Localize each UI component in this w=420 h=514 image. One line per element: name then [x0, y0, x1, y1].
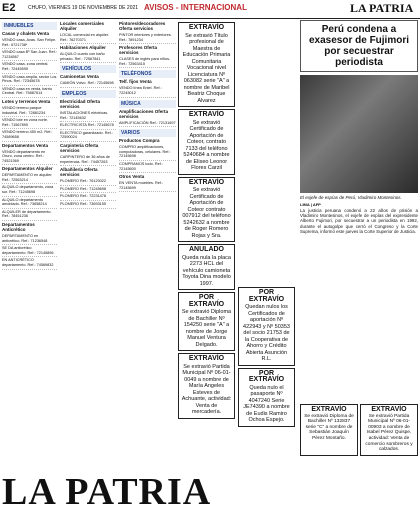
ad-item: EN VENTA muebles. Ref.: 72145699 [119, 180, 176, 192]
ad-item: LOCAL comercial en alquiler. Ref.: 76270371 [60, 32, 116, 44]
subcategory-heading: Lotes y terrenos Venta [2, 98, 51, 104]
notice-body: Quedan nulos los Certificados de aportación Nº 422943 y Nº 50353 del socio 21753 de la Cooperativa de Ahorro y Crédito Abierta Asunción R.L. [243, 304, 290, 362]
ad-item: PINTOR interiores y exteriores. Ref.: 7891234 [119, 32, 176, 44]
subcategory-heading: Habitaciones Alquiler [60, 45, 106, 51]
notice-title: POR EXTRAVÍO [248, 289, 285, 303]
notice-box [300, 404, 358, 456]
subcategory-heading: Amplificaciones Oferta servicios [119, 108, 169, 119]
dateline: CHUFO, VIERNES 19 DE NOVIEMBRE DE 2021 [28, 5, 139, 11]
notice-box [178, 353, 235, 419]
notice-body: Queda nulo el pasaporte Nº 4047240 Serie JE74390 a nombre de Eudis Ramiro Ochoa Espejo. [243, 384, 290, 423]
article-headline: Perú condena a exasesor de Fujimori por secuestrar periodista [300, 20, 418, 72]
category-heading: VEHÍCULOS [60, 65, 116, 73]
footer-logo: LA PATRIA [2, 471, 212, 513]
bottom-notices [300, 404, 418, 456]
ad-item: VENDO línea Entel. Ref.: 72245012 [119, 85, 176, 97]
classifieds-column-2 [60, 20, 116, 209]
ad-item: INSTALACIONES eléctricas. Ref.: 72145632 [60, 110, 116, 122]
subcategory-heading: Casas y chalets Venta [2, 31, 50, 36]
subcategory-heading: Locales comerciales Alquiler [60, 21, 105, 31]
notice-title: EXTRAVÍO [371, 406, 407, 413]
section-label: E2 [2, 2, 16, 14]
notice-box [238, 368, 295, 427]
notice-title: EXTRAVÍO [188, 178, 225, 186]
ad-item: ELECTRICO garantizado. Ref.: 72590024 [60, 130, 116, 142]
ad-item: COMPRAMOS todo. Ref.: 72145600 [119, 161, 176, 173]
notice-title: EXTRAVÍO [188, 24, 225, 31]
section-tag: AVISOS - INTERNACIONAL [144, 3, 247, 12]
notice-title: EXTRAVÍO [311, 406, 347, 413]
ad-item: VENDO departamento en Oruro, zona centro. Ref.: 74521369 [2, 149, 57, 166]
ad-item: EN ANTICRÉTICO departamento. Ref.: 74569832 [2, 257, 57, 269]
ad-item: VENDO terreno parque industrial. Ref.: 72881234 [2, 105, 57, 117]
notice-body: Se extravió Certificado de Aportación de Coteor contrato 007912 del teléfono 5242632 a nombre de Roger Romero Rojas y Sra. [182, 187, 231, 239]
notice-box [178, 177, 235, 243]
subcategory-heading: Pintores/decoradores Oferta servicios [119, 21, 166, 31]
masthead-brand: LA PATRIA [350, 1, 414, 15]
ad-item: PLOMERO Ref.: 76120022 [60, 178, 116, 186]
ad-item: ALQUILER de departamento. Ref.: 78451236 [2, 209, 57, 221]
ad-item: COMPRO amplificaciones, computadoras, celulares. Ref.: 72145698 [119, 144, 176, 161]
notice-box [360, 404, 418, 456]
category-heading: EMPLEOS [60, 90, 116, 98]
notice-body: Se extravió Diploma de Bachiller Nº 132837 serie "C" a nombre de Sebastián Joaquín Pérez Montaño. [304, 413, 354, 441]
ad-item: ALQUILO cuarto con baño privado. Ref.: 72567841 [60, 51, 116, 63]
notices-column-1 [178, 20, 235, 421]
ad-item: VENDO casa en venta, barrio Central. Ref.: 75887614 [2, 86, 57, 98]
subcategory-heading: Otros Venta [119, 174, 145, 180]
subcategory-heading: Electricidad Oferta servicios [60, 98, 101, 109]
subcategory-heading: Profesores Oferta servicios [119, 45, 158, 56]
subcategory-heading: Telf. fijos Venta [119, 79, 152, 85]
subcategory-heading: Albañilería Oferta servicios [60, 167, 98, 178]
notice-box [178, 22, 235, 107]
notice-title: EXTRAVÍO [188, 111, 225, 118]
category-heading: MÚSICA [119, 100, 176, 108]
ad-item: DEPARTAMENTO en alquiler. Ref.: 72563214 [2, 172, 57, 184]
ad-item: VENDO terreno 450 m2. Ref.: 74589658 [2, 129, 57, 141]
notice-body: Se extravió Título profesional de Maestra de Educación Primaria Comunitaria Vocacional nivel Licenciatura Nº 063082 serie "A" a nombre de Maribel Beatriz Choque Alvarez [182, 32, 231, 104]
category-heading: TELÉFONOS [119, 70, 176, 78]
ad-item: ALQUILO departamento amoblado. Ref.: 73658214 [2, 197, 57, 209]
ad-item: ALQUILO departamento, zona sur. Ref.: 71245698 [2, 184, 57, 196]
ad-item: VENDO lote en zona norte. Ref.: 71567890 [2, 117, 57, 129]
ad-item: PLOMERO Ref.: 72231478 [60, 193, 116, 201]
notice-title: POR EXTRAVÍO [188, 294, 225, 308]
ad-item: DEPARTAMENTO en anticrético. Ref.: 71236548 [2, 233, 57, 245]
subcategory-heading: Carpintería Oferta servicios [60, 142, 99, 153]
classifieds-column-3 [119, 20, 176, 192]
ad-item: CARPINTERO de 36 años de experiencia. Ref.: 74457263 [60, 154, 116, 166]
ad-item: CLASES de inglés para niños. Ref.: 72563415 [119, 56, 176, 68]
ad-item: VENDO casa, Avas. San Felipe. Ref.: 6721738* [2, 37, 57, 49]
subcategory-heading: Departamentos Alquiler [2, 166, 53, 172]
subcategory-heading: Departamentos Anticrético [2, 222, 35, 233]
notice-title: ANULADO [189, 246, 224, 253]
ad-item: CAMIÓN Volvo. Ref.: 72145698 [60, 80, 116, 88]
notice-body: Se extravió Partida Municipal Nº 06-01-0049 a nombre de María Angeles Esteves de Achuante, actividad: Venta de mercadería. [181, 363, 232, 415]
subcategory-heading: Productos Compra [119, 138, 160, 144]
notice-body: Se extravió Partida Municipal Nº 06-01-00903 a nombre de Isabel Pérez Quispe, actividad: Venta de comercio sombreros y calzados. [365, 413, 413, 453]
article-photo [300, 75, 418, 193]
notice-body: Queda nula la placa 2273 HCL del vehículo camioneta Toyota Dina modelo 1997. [182, 254, 231, 287]
category-heading: VARIOS [119, 129, 176, 137]
classifieds-column-1 [2, 20, 57, 270]
notices-column-2 [238, 285, 295, 429]
ad-item: PLOMERO Ref.: 71245698 [60, 186, 116, 194]
notice-title: EXTRAVÍO [188, 355, 225, 362]
notice-box [178, 109, 235, 175]
ad-item: AMPLIFICACIÓN Ref.: 72131697 [119, 120, 176, 128]
notice-body: Se extravió Diploma de Bachiller Nº 154250 serie "A" a nombre de Jorge Manuel Ventura Delgado. [181, 309, 232, 348]
notice-title: POR EXTRAVÍO [248, 369, 285, 383]
news-article [300, 20, 418, 234]
notice-body: Se extravió Certificado de Aportación de Coteor, contrato 7133 del teléfono 5240684 a nombre de Eliseo Leonor Flores Carzil [183, 119, 230, 171]
subcategory-heading: Camionetas Venta [60, 74, 99, 80]
ad-item: PLOMERO Ref.: 73693155 [60, 201, 116, 209]
ad-item: SE DA anticrético departamento. Ref.: 72145896 [2, 245, 57, 257]
category-heading: INMUEBLES [2, 22, 57, 30]
ad-item: VENDO casa amplia, sector Los Pinos. Ref.: 72345678 [2, 74, 57, 86]
notice-box [178, 292, 235, 351]
article-source: LIMA | AFP [300, 202, 321, 207]
ad-item: ELECTRICISTA Ref.: 72145678 [60, 122, 116, 130]
ad-item: VENDO casa Bº San Juan. Ref.: 71234567 [2, 49, 57, 61]
notice-box [178, 244, 235, 290]
notice-box [238, 287, 295, 366]
article-body: La justicia peruana condenó a 22 años de prisión a Vladimiro Montesinos, el exjefe de espías del expresidente Alberto Fujimori, por secuestrar a un periodista en 1992, durante el autogolpe que cerró el Congreso y la Corte Suprema, informó este jueves la Corte Superior de Justicia. [300, 208, 418, 234]
photo-caption: El exjefe de espías de Perú, Vladimiro Montesinos. [300, 195, 402, 200]
ad-item: VENDO casa, zona central. Ref.: 72445595 [2, 61, 57, 73]
page-header [0, 0, 420, 19]
subcategory-heading: Departamentos Venta [2, 142, 49, 148]
